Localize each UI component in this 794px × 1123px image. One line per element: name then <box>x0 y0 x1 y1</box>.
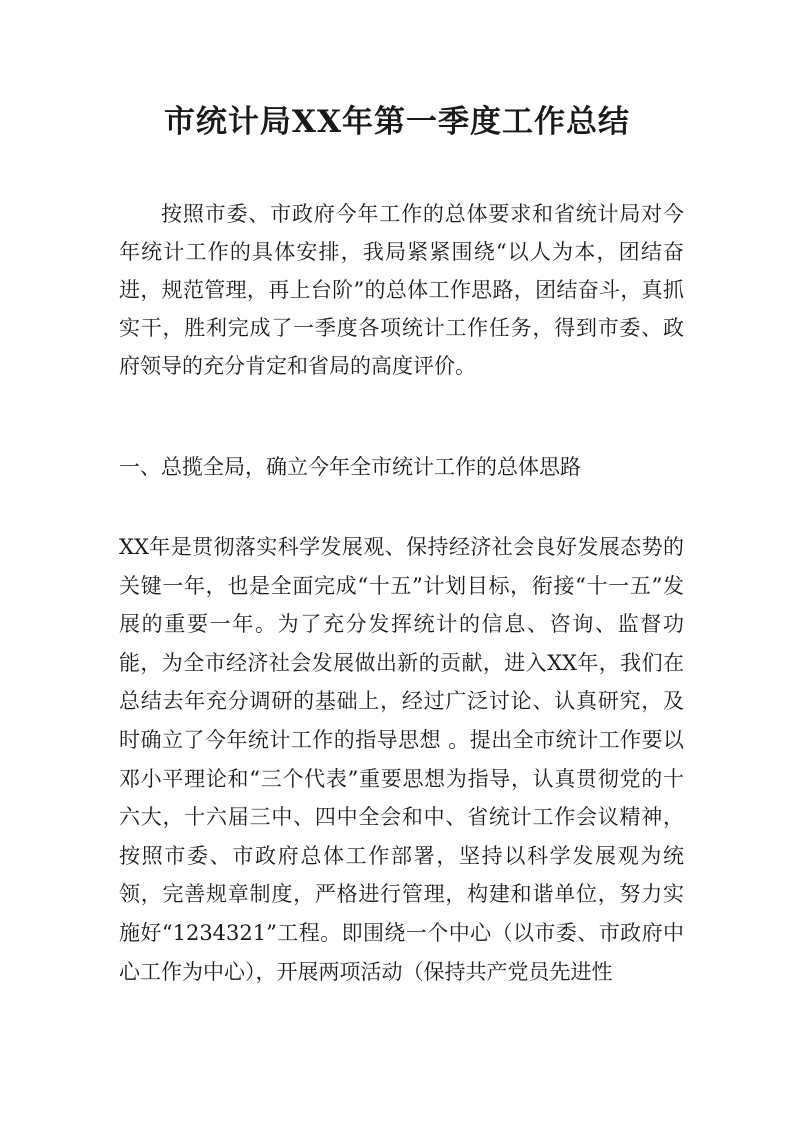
document-title: 市统计局XX年第一季度工作总结 <box>163 104 631 140</box>
section-heading: 一、总揽全局，确立今年全市统计工作的总体思路 <box>119 455 581 479</box>
intro-paragraph: 按照市委、市政府今年工作的总体要求和省统计局对今年统计工作的具体安排，我局紧紧围绕“以人为本，团结奋进，规范管理，再上台阶”的总体工作思路，团结奋斗，真抓实干，胜利完成了一季度各项统计工作任务，得到市委、政府领导的充分肯定和省局的高度评价。 <box>119 202 684 378</box>
section-body-paragraph: XX年是贯彻落实科学发展观、保持经济社会良好发展态势的关键一年，也是全面完成“十五”计划目标，衔接“十一五”发展的重要一年。为了充分发挥统计的信息、咨询、监督功能，为全市经济社会发展做出新的贡献，进入XX年，我们在总结去年充分调研的基础上，经过广泛讨论、认真研究，及时确立了今年统计工作的指导思想 。提出全市统计工作要以邓小平理论和“三个代表”重要思想为指导，认真贯彻党的十六大，十六届三中、四中全会和中、省统计工作会议精神，按照市委、市政府总体工作部署，坚持以科学发展观为统领，完善规章制度，严格进行管理，构建和谐单位，努力实施好“1234321”工程。即围绕一个中心（以市委、市政府中心工作为中心），开展两项活动（保持共产党员先进性 <box>119 535 684 984</box>
